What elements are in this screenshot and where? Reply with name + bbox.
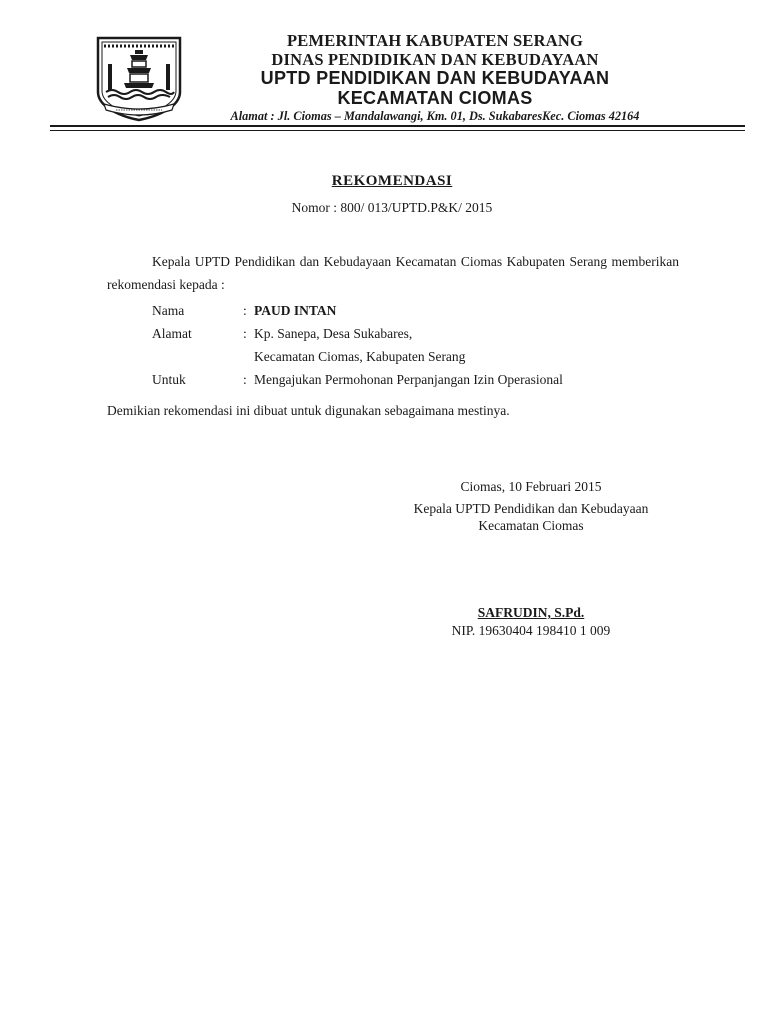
field-label-alamat: Alamat xyxy=(152,326,192,341)
letterhead-unit: UPTD PENDIDIKAN DAN KEBUDAYAAN xyxy=(260,68,610,88)
closing-sentence: Demikian rekomendasi ini dibuat untuk digunakan sebagaimana mestinya. xyxy=(107,403,510,418)
letterhead-government: PEMERINTAH KABUPATEN SERANG xyxy=(286,31,583,50)
document-title: REKOMENDASI xyxy=(331,173,453,189)
signature-position-line1: Kepala UPTD Pendidikan dan Kebudayaan xyxy=(413,501,649,516)
signatory-nip: NIP. 19630404 198410 1 009 xyxy=(451,623,611,638)
letterhead-address: Alamat : Jl. Ciomas – Mandalawangi, Km. 01, Ds. SukabaresKec. Ciomas 42164 xyxy=(230,109,640,123)
document-number: Nomor : 800/ 013/UPTD.P&K/ 2015 xyxy=(291,200,493,215)
field-value-alamat: Kp. Sanepa, Desa Sukabares, xyxy=(254,326,413,341)
letterhead-district: KECAMATAN CIOMAS xyxy=(337,88,533,108)
intro-paragraph: Kepala UPTD Pendidikan dan Kebudayaan Kecamatan Ciomas Kabupaten Serang memberikan rekomendasi kepada : xyxy=(107,254,679,292)
signatory-name: SAFRUDIN, S.Pd. xyxy=(477,605,585,620)
field-value-alamat-line2: Kecamatan Ciomas, Kabupaten Serang xyxy=(254,349,466,364)
field-value-untuk: Mengajukan Permohonan Perpanjangan Izin Operasional xyxy=(254,372,563,387)
field-label-nama: Nama xyxy=(152,303,185,318)
signature-place-date: Ciomas, 10 Februari 2015 xyxy=(460,479,602,494)
field-colon-alamat: : xyxy=(243,326,247,341)
letterhead-department: DINAS PENDIDIKAN DAN KEBUDAYAAN xyxy=(271,50,599,69)
field-label-untuk: Untuk xyxy=(152,372,186,387)
field-value-nama: PAUD INTAN xyxy=(254,303,337,318)
field-colon-nama: : xyxy=(243,303,247,318)
letterhead-divider-thin xyxy=(50,130,745,131)
field-colon-untuk: : xyxy=(243,372,247,387)
signature-position-line2: Kecamatan Ciomas xyxy=(478,518,584,533)
letterhead-divider-thick xyxy=(50,125,745,127)
